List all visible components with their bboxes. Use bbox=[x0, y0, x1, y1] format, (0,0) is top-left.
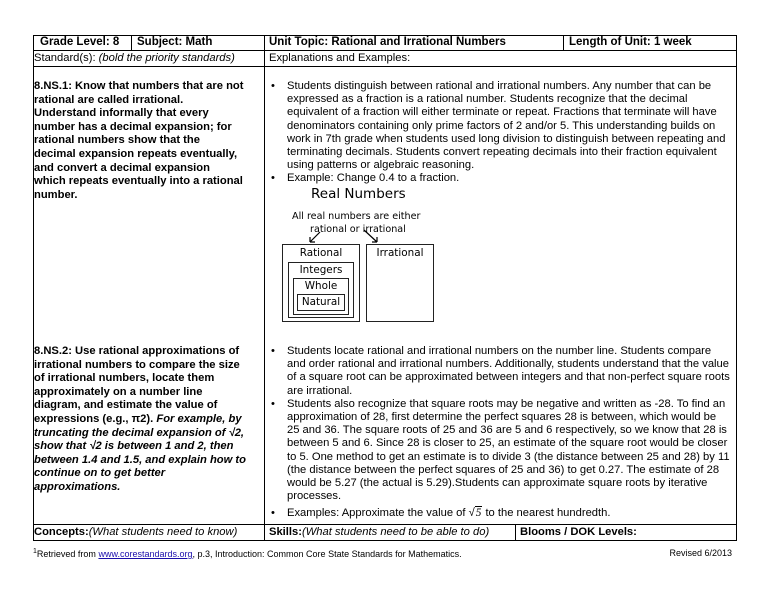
standards-label bbox=[34, 52, 235, 64]
standards-note: (bold the priority standards) bbox=[98, 52, 235, 64]
whole-label: Whole bbox=[304, 280, 338, 292]
skills-label bbox=[269, 526, 489, 538]
skills-note: (What students need to be able to do) bbox=[301, 526, 490, 538]
sqrt-symbol: √5 bbox=[468, 507, 482, 519]
standard-8ns2 bbox=[34, 345, 250, 495]
explanations-label: Explanations and Examples: bbox=[269, 52, 411, 64]
arrow-to-irrational bbox=[364, 230, 377, 242]
example-approx-suffix: to the nearest hundredth. bbox=[485, 507, 611, 519]
retrieved-prefix: Retrieved from bbox=[36, 549, 96, 559]
explanation-item: • Students also recognize that square roots may be negative and written as -28. To find an approximation of 28, first determine the perfect squares 28 is between, which would be 25 and 36. The square roots of 25 and 36 are 5 and 6 respectively, so we know that 28 is between 5 and 6. Since 28 is closer to 25, an estimate of the square root would be closer to 5. One method to get an estimate is to divide 3 (the distance between 25 and 28) by 11 (the distance between the perfect squares of 25 and 36) to get 0.27. The estimate of 28 would be 5.27 (the actual is 5.29).Students can approximate square roots by iterative processes. bbox=[269, 398, 731, 504]
standard-8ns1 bbox=[34, 80, 244, 202]
integers-label: Integers bbox=[299, 264, 343, 276]
rational-box bbox=[282, 244, 360, 322]
integers-box bbox=[288, 262, 354, 318]
real-numbers-diagram bbox=[282, 186, 442, 324]
standards-label-text: Standard(s): bbox=[34, 52, 96, 64]
topic-length-divider bbox=[563, 35, 564, 50]
retrieved-suffix: , p.3, Introduction: Common Core State Standards for Mathematics. bbox=[192, 549, 462, 559]
standard-8ns1-text: 8.NS.1: Know that numbers that are not rational are called irrational. Understand informally that every number has a decimal expansion; for rational numbers show that the decimal expansion repeats eventually, and convert a decimal expansion which repeats eventually into a rational number. bbox=[34, 80, 244, 201]
footnote-marker: 1 bbox=[33, 548, 37, 555]
explanation-item: • Example: Change 0.4 to a fraction. bbox=[269, 172, 731, 185]
explanations-list-1 bbox=[269, 80, 731, 186]
irrational-label: Irrational bbox=[376, 247, 424, 259]
corestandards-link[interactable]: www.corestandards.org bbox=[98, 549, 193, 559]
example-approx bbox=[269, 507, 731, 520]
natural-label: Natural bbox=[301, 296, 341, 308]
subheader-row-divider bbox=[33, 66, 737, 67]
length-of-unit: Length of Unit: 1 week bbox=[569, 36, 692, 48]
rational-label: Rational bbox=[299, 247, 343, 259]
sqrt-radicand: 5 bbox=[475, 507, 482, 519]
standard-8ns2-text: 8.NS.2: Use rational approximations of irrational numbers to compare the size of irrational numbers, locate them approximately on a number line diagram, and estimate the value of expressions (e.g., π2). bbox=[34, 345, 240, 425]
explanations-list-2 bbox=[269, 345, 731, 503]
diagram-caption-line1: All real numbers are either bbox=[292, 211, 421, 222]
page-footer-citation bbox=[33, 548, 462, 559]
footer-row-divider bbox=[33, 524, 737, 525]
irrational-box bbox=[366, 244, 434, 322]
natural-box bbox=[297, 294, 345, 311]
concepts-note: (What students need to know) bbox=[88, 526, 238, 538]
standard-8ns2-example: For example, by truncating the decimal expansion of √2, show that √2 is between 1 and 2, then between 1.4 and 1.5, and explain how to continue on to get better approximations. bbox=[34, 412, 246, 493]
main-column-divider bbox=[264, 35, 265, 541]
explanation-item: • Students locate rational and irrational numbers on the number line. Students compare and order rational and irrational numbers. Additionally, students understand that the value of a square root can be approximated between integers and that non-perfect square roots are irrational. bbox=[269, 345, 731, 398]
skills-label-text: Skills: bbox=[269, 526, 302, 538]
grade-subject-divider bbox=[131, 35, 132, 50]
blooms-label: Blooms / DOK Levels: bbox=[520, 526, 637, 538]
revised-date: Revised 6/2013 bbox=[669, 548, 732, 558]
example-approx-list bbox=[269, 507, 731, 520]
unit-topic: Unit Topic: Rational and Irrational Numbers bbox=[269, 36, 506, 48]
example-approx-prefix: Examples: Approximate the value of bbox=[287, 507, 466, 519]
skills-blooms-divider bbox=[515, 524, 516, 541]
header-row-divider bbox=[33, 50, 737, 51]
whole-box bbox=[293, 278, 349, 315]
grade-level: Grade Level: 8 bbox=[40, 36, 120, 48]
concepts-label-text: Concepts: bbox=[34, 526, 89, 538]
concepts-label bbox=[34, 526, 237, 538]
diagram-title: Real Numbers bbox=[311, 186, 406, 202]
explanation-item: • Students distinguish between rational and irrational numbers. Any number that can be expressed as a fraction is a rational number. Students recognize that the decimal equivalent of a fraction will either terminate or repeat. Fractions that terminate will have denominators containing only prime factors of 2 and/or 5. This understanding builds on work in 7th grade when students used long division to distinguish between repeating and terminating decimals. Students convert repeating decimals into their fraction equivalent using patterns or algebraic reasoning. bbox=[269, 80, 731, 172]
diagram-caption-line2: rational or irrational bbox=[310, 224, 406, 235]
subject: Subject: Math bbox=[137, 36, 213, 48]
arrow-to-rational bbox=[310, 232, 320, 242]
